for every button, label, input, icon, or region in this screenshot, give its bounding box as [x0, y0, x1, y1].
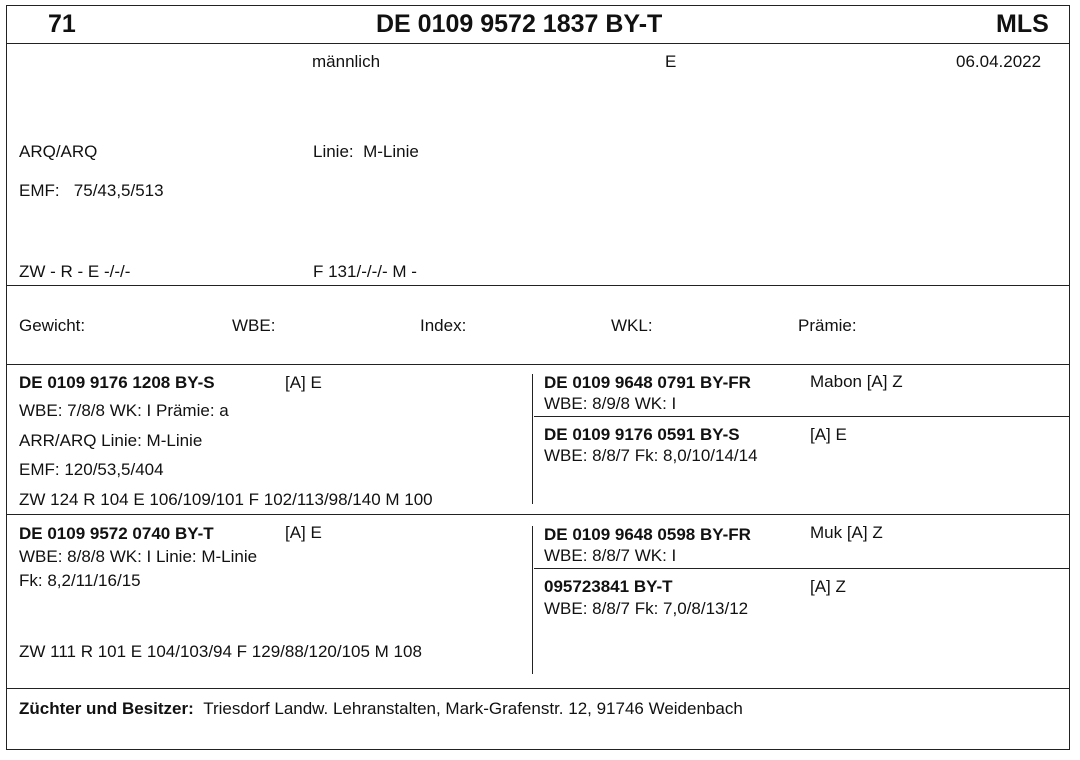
dam-dam-tag: [A] Z — [810, 577, 846, 596]
linie-value: M-Linie — [363, 142, 419, 161]
sire-line-1: WBE: 7/8/8 WK: I Prämie: a — [19, 401, 229, 420]
sire-id: DE 0109 9176 1208 BY-S — [19, 373, 215, 392]
genotype: ARQ/ARQ — [19, 142, 98, 161]
sire-line-2: ARR/ARQ Linie: M-Linie — [19, 431, 203, 450]
animal-id-title: DE 0109 9572 1837 BY-T — [376, 10, 663, 38]
dam-sire-tag: Muk [A] Z — [810, 523, 883, 542]
divider-header — [6, 43, 1070, 44]
catalog-number: 71 — [48, 10, 76, 38]
dam-sire-id: DE 0109 9648 0598 BY-FR — [544, 525, 751, 544]
breeder-label: Züchter und Besitzer: — [19, 699, 194, 718]
divider-sire-parents — [534, 416, 1070, 417]
stat-index: Index: — [420, 316, 467, 335]
emf — [19, 181, 164, 201]
divider-dam-parents — [534, 568, 1070, 569]
sire-dam-id: DE 0109 9176 0591 BY-S — [544, 425, 740, 444]
sire-dam-tag: [A] E — [810, 425, 847, 444]
breed-code: MLS — [996, 10, 1049, 38]
dam-id: DE 0109 9572 0740 BY-T — [19, 524, 214, 543]
dam-line-2: Fk: 8,2/11/16/15 — [19, 571, 141, 590]
linie — [313, 142, 419, 162]
sire-line-3: EMF: 120/53,5/404 — [19, 460, 164, 479]
sire-zw: ZW 124 R 104 E 106/109/101 F 102/113/98/140 M 100 — [19, 490, 433, 509]
sex: männlich — [312, 52, 381, 71]
divider-breeder — [6, 688, 1070, 689]
emf-label: EMF: — [19, 181, 60, 200]
sire-sire-line: WBE: 8/9/8 WK: I — [544, 394, 677, 413]
dam-dam-id: 095723841 BY-T — [544, 577, 673, 596]
emf-value: 75/43,5/513 — [73, 181, 164, 200]
date: 06.04.2022 — [956, 52, 1042, 71]
divider-sire-vertical — [532, 374, 533, 504]
stat-wbe: WBE: — [232, 316, 276, 335]
stat-wkl: WKL: — [611, 316, 653, 335]
divider-dam-vertical — [532, 526, 533, 674]
breeder-info — [19, 699, 743, 719]
dam-tag: [A] E — [285, 523, 322, 542]
zw-summary: ZW - R - E -/-/- — [19, 262, 131, 281]
dam-dam-line: WBE: 8/8/7 Fk: 7,0/8/13/12 — [544, 599, 749, 618]
f-summary: F 131/-/-/- M - — [313, 262, 417, 281]
linie-label: Linie: — [313, 142, 354, 161]
dam-zw: ZW 111 R 101 E 104/103/94 F 129/88/120/105 M 108 — [19, 642, 422, 661]
stat-praemie: Prämie: — [798, 316, 857, 335]
grade: E — [665, 52, 677, 71]
breeder-value: Triesdorf Landw. Lehranstalten, Mark-Grafenstr. 12, 91746 Weidenbach — [203, 699, 743, 718]
dam-line-1: WBE: 8/8/8 WK: I Linie: M-Linie — [19, 547, 258, 566]
dam-sire-line: WBE: 8/8/7 WK: I — [544, 546, 677, 565]
sire-tag: [A] E — [285, 373, 322, 392]
sire-sire-tag: Mabon [A] Z — [810, 372, 903, 391]
sire-sire-id: DE 0109 9648 0791 BY-FR — [544, 373, 751, 392]
divider-info — [6, 285, 1070, 286]
stat-gewicht: Gewicht: — [19, 316, 86, 335]
divider-sire-dam — [6, 514, 1070, 515]
sire-dam-line: WBE: 8/8/7 Fk: 8,0/10/14/14 — [544, 446, 758, 465]
divider-stats — [6, 364, 1070, 365]
